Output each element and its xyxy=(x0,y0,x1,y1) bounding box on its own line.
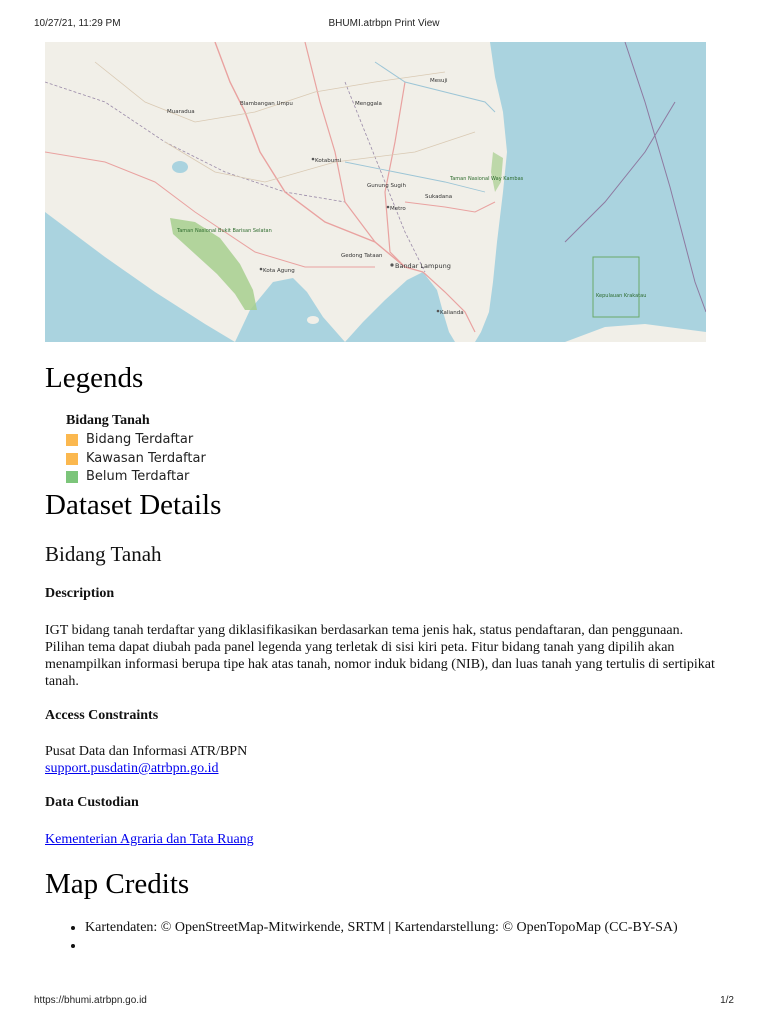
map-label-kotabumi: Kotabumi xyxy=(315,158,342,164)
print-datetime: 10/27/21, 11:29 PM xyxy=(34,18,121,29)
custodian-link[interactable]: Kementerian Agraria dan Tata Ruang xyxy=(45,832,254,847)
map-label-menggala: Menggala xyxy=(355,101,382,107)
map-view[interactable] xyxy=(45,42,706,342)
access-org: Pusat Data dan Informasi ATR/BPN xyxy=(45,744,248,759)
map-canvas xyxy=(45,42,706,342)
print-url: https://bhumi.atrbpn.go.id xyxy=(34,995,147,1006)
data-custodian-heading: Data Custodian xyxy=(45,795,139,810)
legend-item-label: Belum Terdaftar xyxy=(86,469,190,484)
map-label-krakatau: Kepulauan Krakatau xyxy=(596,293,647,299)
legend-item-label: Kawasan Terdaftar xyxy=(86,450,206,466)
legend-swatch xyxy=(66,453,78,465)
dataset-heading: Dataset Details xyxy=(45,489,222,521)
legend-item xyxy=(66,468,206,487)
legends-heading: Legends xyxy=(45,362,144,394)
credit-item xyxy=(85,938,765,954)
map-town-dot xyxy=(312,158,315,161)
map-town-dot xyxy=(390,263,393,266)
map-label-muaradua: Muaradua xyxy=(167,109,195,115)
description-heading: Description xyxy=(45,586,115,601)
map-label-tnwk: Taman Nasional Way Kambas xyxy=(450,176,524,182)
legend-item-label: Bidang Terdaftar xyxy=(86,432,194,447)
map-label-bandar-lampung: Bandar Lampung xyxy=(395,262,451,270)
legend-item xyxy=(66,450,206,469)
map-town-dot xyxy=(437,310,440,313)
dataset-name: Bidang Tanah xyxy=(45,542,162,566)
print-title: BHUMI.atrbpn Print View xyxy=(328,18,440,29)
support-email-link[interactable]: support.pusdatin@atrbpn.go.id xyxy=(45,761,219,776)
map-label-sukadana: Sukadana xyxy=(425,194,453,200)
map-credits-heading: Map Credits xyxy=(45,868,190,900)
map-label-blambangan-umpu: Blambangan Umpu xyxy=(240,101,293,107)
map-label-kota-agung: Kota Agung xyxy=(263,268,295,274)
legend-group-title: Bidang Tanah xyxy=(66,413,150,428)
map-island xyxy=(307,316,319,324)
map-lake xyxy=(172,161,188,173)
access-constraints xyxy=(45,743,725,777)
map-label-gedong-tataan: Gedong Tataan xyxy=(341,253,383,259)
credit-item: • Kartendaten: © OpenStreetMap-Mitwirkende, SRTM | Kartendarstellung: © OpenTopoMap (CC-BY-SA) xyxy=(85,920,765,936)
map-town-dot xyxy=(387,206,390,209)
print-page-number: 1/2 xyxy=(720,995,734,1006)
data-custodian xyxy=(45,831,725,848)
legend-panel xyxy=(66,413,206,487)
map-label-kalianda: Kalianda xyxy=(440,310,464,316)
access-constraints-heading: Access Constraints xyxy=(45,708,159,723)
map-label-metro: Metro xyxy=(390,206,406,212)
map-label-mesuji: Mesuji xyxy=(430,78,448,84)
map-town-dot xyxy=(260,268,263,271)
legend-item xyxy=(66,431,206,450)
map-label-tnbbs: Taman Nasional Bukit Barisan Selatan xyxy=(177,228,272,234)
description-text: IGT bidang tanah terdaftar yang diklasifikasikan berdasarkan tema jenis hak, status pendaftaran, dan penggunaan. Pilihan tema dapat diubah pada panel legenda yang terletak di sisi kiri peta. Fitur bidang tanah yang dipilih akan menampilkan informasi berupa tipe hak atas tanah, nomor induk bidang (NIB), dan luas tanah yang tertulis di sertipikat tanah. xyxy=(45,623,715,689)
map-credits-list xyxy=(45,920,765,956)
legend-swatch xyxy=(66,471,78,483)
map-label-gunung-sugih: Gunung Sugih xyxy=(367,183,406,189)
legend-swatch xyxy=(66,434,78,446)
